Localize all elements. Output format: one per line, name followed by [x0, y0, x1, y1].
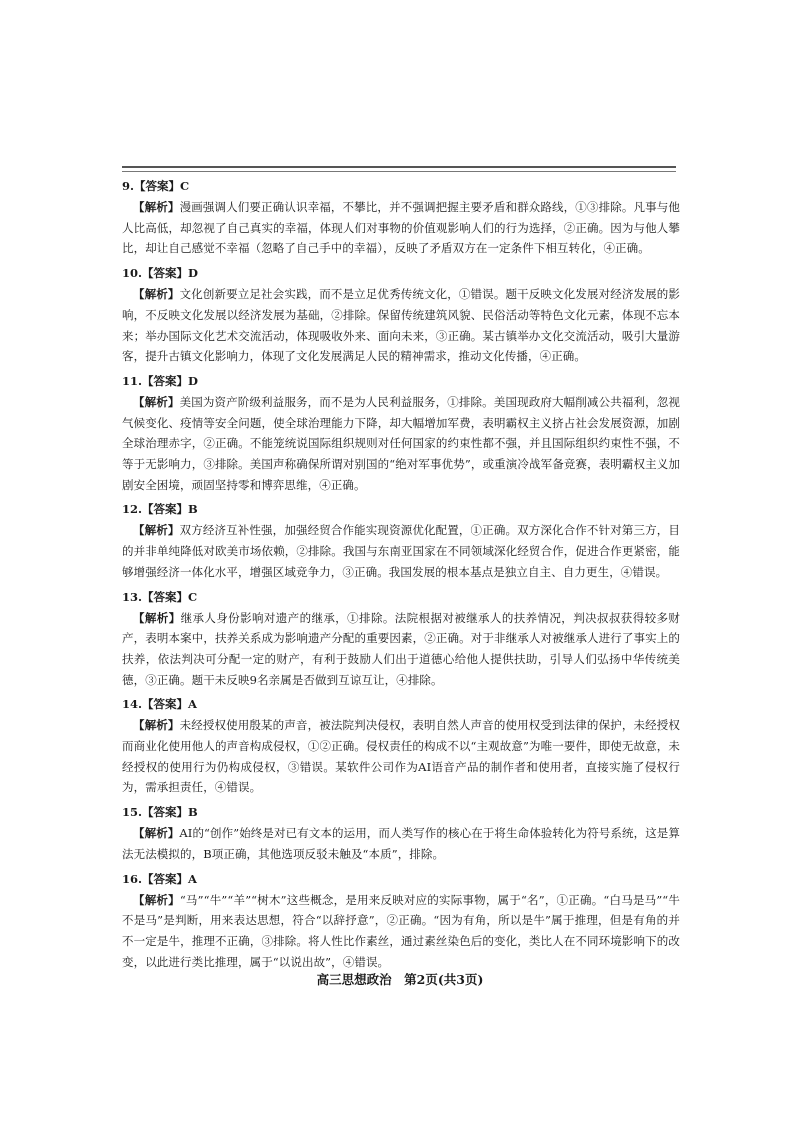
answer-line [122, 499, 680, 520]
analysis-text: AI的“创作”始终是对已有文本的运用，而人类写作的核心在于将生命体验转化为符号系统，这是算法无法模拟的，B项正确，其他选项反驳未触及“本质”，排除。 [122, 826, 681, 861]
analysis-text: 漫画强调人们要正确认识幸福，不攀比，并不强调把握主要矛盾和群众路线，①③排除。凡事与他人比高低，却忽视了自己真实的幸福，体现人们对事物的价值观影响人们的行为选择，②正确。因为与他人攀比，却让自己感觉不幸福（忽略了自己手中的幸福），反映了矛盾双方在一定条件下相互转化，④正确。 [122, 200, 680, 256]
answer-line [122, 371, 680, 392]
analysis-label: 【解析】 [133, 718, 180, 733]
analysis-paragraph [122, 823, 680, 864]
answer-label: 【答案】 [142, 805, 189, 820]
answer-line [122, 263, 680, 284]
analysis-label: 【解析】 [133, 826, 180, 841]
header-rule-thin [122, 171, 676, 172]
analysis-paragraph [122, 715, 680, 798]
question-item-12 [122, 499, 680, 582]
answer-value: D [188, 373, 198, 388]
question-item-16 [122, 869, 680, 973]
analysis-label: 【解析】 [133, 523, 180, 538]
analysis-paragraph [122, 197, 680, 259]
footer-subject: 高三思想政治 [316, 972, 392, 987]
answer-key-body [122, 176, 680, 976]
analysis-paragraph [122, 608, 680, 691]
question-item-13 [122, 587, 680, 691]
analysis-label: 【解析】 [133, 892, 180, 907]
question-number: 16. [122, 871, 143, 886]
analysis-paragraph [122, 392, 680, 496]
question-number: 11. [122, 373, 143, 388]
answer-label: 【答案】 [142, 589, 189, 604]
answer-value: C [180, 179, 190, 193]
answer-line [122, 587, 680, 608]
answer-line [122, 694, 680, 715]
answer-line [122, 869, 680, 890]
analysis-text: 双方经济互补性强，加强经贸合作能实现资源优化配置，①正确。双方深化合作不针对第三方，目的并非单纯降低对欧美市场依赖，②排除。我国与东南亚国家在不同领域深化经贸合作，促进合作更紧密，能够增强经济一体化水平，增强区域竞争力，③正确。我国发展的根本基点是独立自主、自力更生，④错误。 [122, 523, 680, 579]
analysis-text: 文化创新要立足社会实践，而不是立足优秀传统文化，①错误。题干反映文化发展对经济发展的影响，不反映文化发展以经济发展为基础，②排除。保留传统建筑风貌、民俗活动等特色文化元素，体现不忘本来；举办国际文化艺术交流活动，体现吸收外来、面向未来，③正确。某古镇举办文化交流活动，吸引大量游客，提升古镇文化影响力，体现了文化发展满足人民的精神需求，推动文化传播，④正确。 [122, 287, 680, 364]
answer-line [122, 802, 680, 823]
answer-value: B [188, 502, 198, 517]
answer-value: B [188, 805, 198, 820]
analysis-label: 【解析】 [133, 610, 181, 625]
question-item-10 [122, 263, 680, 367]
answer-label: 【答案】 [142, 373, 189, 388]
footer-page-info: 第2页(共3页) [404, 972, 484, 987]
analysis-paragraph [122, 520, 680, 582]
page-footer [0, 970, 800, 988]
question-number: 13. [122, 589, 143, 604]
answer-value: A [188, 697, 197, 712]
analysis-paragraph [122, 284, 680, 367]
question-number: 12. [122, 502, 143, 517]
question-item-11 [122, 371, 680, 496]
answer-value: A [188, 871, 197, 886]
question-number: 10. [122, 266, 143, 281]
analysis-text: 未经授权使用殷某的声音，被法院判决侵权，表明自然人声音的使用权受到法律的保护，未经授权而商业化使用他人的声音构成侵权，①②正确。侵权责任的构成不以“主观故意”为唯一要件，即使无故意，未经授权的使用行为仍构成侵权，③错误。某软件公司作为AI语音产品的制作者和使用者，直接实施了侵权行为，需承担责任，④错误。 [122, 718, 680, 795]
question-number: 9. [122, 179, 135, 193]
answer-label: 【答案】 [134, 179, 181, 193]
answer-label: 【答案】 [142, 871, 189, 886]
analysis-paragraph [122, 890, 680, 973]
analysis-label: 【解析】 [133, 394, 180, 409]
answer-label: 【答案】 [142, 502, 189, 517]
analysis-text: 继承人身份影响对遗产的继承，①排除。法院根据对被继承人的扶养情况，判决叔叔获得较多财产，表明本案中，扶养关系成为影响遗产分配的重要因素，②正确。对于非继承人对被继承人进行了事实上的扶养，依法判决可分配一定的财产，有利于鼓励人们出于道德心给他人提供扶助，引导人们弘扬中华传统美德，③正确。题干未反映9名亲属是否做到互谅互让，④排除。 [122, 610, 680, 687]
answer-label: 【答案】 [142, 697, 189, 712]
question-number: 15. [122, 805, 143, 820]
question-item-15 [122, 802, 680, 864]
header-rule-thick [122, 166, 676, 168]
question-item-9 [122, 176, 680, 259]
question-item-14 [122, 694, 680, 798]
analysis-text: “马”“牛”“羊”“树木”这些概念，是用来反映对应的实际事物，属于“名”，①正确。“白马是马”“牛不是马”是判断，用来表达思想，符合“以辞抒意”，②正确。“因为有角，所以是牛”属于推理，但是有角的并不一定是牛，推理不正确，③排除。将人性比作素丝，通过素丝染色后的变化，类比人在不同环境影响下的改变，以此进行类比推理，属于“以说出故”，④错误。 [122, 892, 680, 969]
answer-label: 【答案】 [142, 266, 189, 281]
question-number: 14. [122, 697, 143, 712]
answer-line [122, 176, 680, 197]
analysis-label: 【解析】 [133, 287, 180, 302]
answer-value: D [188, 266, 198, 281]
analysis-text: 美国为资产阶级利益服务，而不是为人民利益服务，①排除。美国现政府大幅削减公共福利，忽视气候变化、疫情等安全问题，使全球治理能力下降，却大幅增加军费，表明霸权主义挤占社会发展资源，加剧全球治理赤字，②正确。不能笼统说国际组织规则对任何国家的约束性都不强，并且国际组织约束性不强，不等于无影响力，③排除。美国声称确保所谓对别国的“绝对军事优势”，或重演冷战军备竞赛，表明霸权主义加剧安全困境，顽固坚持零和博弈思维，④正确。 [122, 394, 680, 492]
answer-value: C [188, 589, 198, 604]
analysis-label: 【解析】 [133, 200, 180, 214]
